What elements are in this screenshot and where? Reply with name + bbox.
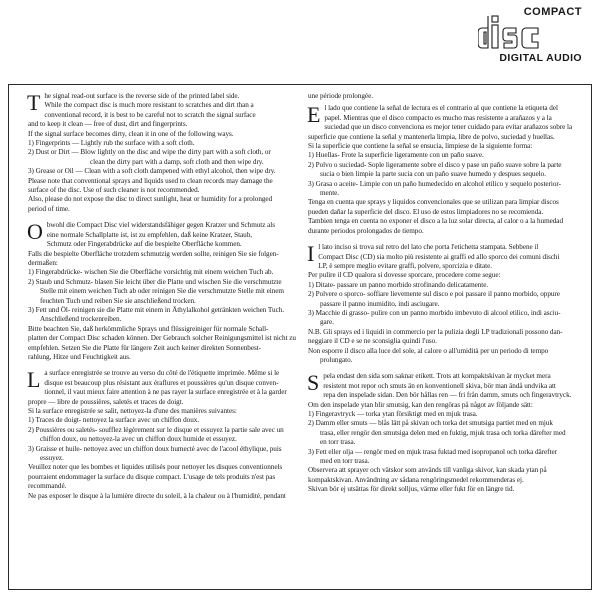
it-line: 3) Macchie di grasso- pulire con un panno morbido imbevuto di alcool etilico, indi asciu- — [308, 308, 561, 317]
de-line: eine normale Schallplatte ist, ist zu empfehlen, daß keine Kratzer, Staub, — [46, 230, 253, 239]
sv-line: med en torr trasa. — [320, 457, 370, 466]
swedish-drop-cap: S — [307, 370, 320, 396]
it-line: 1) Ditate- passare un panno morbido strofinando delicatamente. — [308, 280, 489, 289]
de-line: Bitte beachten Sie, daß herkömmliche Sprays und flüssigreiniger für normale Schall- — [28, 324, 269, 333]
english-section — [28, 92, 302, 214]
fr-line: propre — libre de poussières, saletés et traces de doigt. — [28, 397, 184, 406]
spanish-drop-cap: E — [307, 102, 321, 128]
italian-drop-cap: I — [307, 241, 315, 267]
en-line: 2) Dust or Dirt — Blow lightly on the disc and wipe the dirty part with a soft cloth, or — [28, 148, 271, 157]
en-line: period of time. — [28, 204, 70, 213]
es-line: suciedad que un disco convenciona es mejor tener cuidado para evitar arañazos sobre la — [324, 123, 573, 132]
logo-digital-audio-text: DIGITAL AUDIO — [499, 52, 582, 64]
english-drop-cap: T — [27, 90, 41, 115]
sv-line: trasa, eller rengör den smutsiga delen med en fuktig, mjuk trasa och torka därefter med — [320, 428, 566, 437]
fr-line: 1) Traces de doigt- nettoyez la surface avec un chiffon doux. — [28, 416, 200, 425]
fr-line: Si la surface enregistrée se salit, nettoyez-la d'une des manières suivantes: — [28, 407, 237, 415]
sv-line: kompaktskivan. Användning av sådana rengöringsmedel rekommenderas ej. — [308, 475, 524, 484]
fr-line: 2) Poussières ou saletés- soufflez légèrement sur le disque et essuyez la partie sale avec un — [28, 425, 284, 434]
de-line: empfehlen. Setzen Sie die Platte für längere Zeit auch keiner direkten Sonnenbest- — [28, 343, 262, 352]
de-line: Falls die bespielte Oberfläche trotzdem schmutzig werden sollte, reinigen Sie sie folgen- — [28, 249, 279, 258]
it-line: N.B. Gli sprays ed i liquidi in commercio per la pulizia degli LP tradizionali possono dan- — [308, 327, 563, 336]
left-column — [28, 92, 302, 501]
french-section — [28, 369, 302, 501]
en-line: Also, please do not expose the disc to direct sunlight, heat or humidity for a prolonged — [28, 195, 273, 204]
de-line: bwohl die Compact Disc viel widerstandsfähiger gegen Kratzer und Schmutz als — [46, 221, 275, 230]
es-line: durante periodos prolongados de tiempo. — [308, 226, 424, 235]
en-line: surface of the disc. Use of such cleaner is not recommended. — [28, 186, 200, 195]
en-line: he signal read-out surface is the reverse side of the printed label side. — [44, 92, 240, 100]
de-line: 1) Fingerabdrücke- wischen Sie die Oberfläche vorsichtig mit einem weichen Tuch ab. — [28, 268, 274, 277]
fr-line: chiffon doux, ou nettoyez-la avec un chiffon doux humide et essuyez. — [40, 435, 237, 444]
it-line: Per pulire il CD qualora si dovesse sporcare, procedere come segue: — [308, 271, 501, 280]
it-line: neggiare il CD e se ne sconsiglia quindi l'uso. — [308, 337, 437, 346]
compact-disc-logo — [472, 6, 582, 68]
en-line: While the compact disc is much more resistant to scratches and dirt than a — [44, 101, 254, 110]
de-line: 2) Staub und Schmutz- blasen Sie leicht über die Platte und wischen Sie die verschmutzte — [28, 277, 282, 286]
de-line: platten der Compact Disc schaden können. Der Gebrauch solcher Reinigungsmittel ist nicht zu — [28, 334, 296, 343]
fr-line: recommandé. — [28, 482, 67, 491]
it-line: Non esporre il disco alla luce del sole, al calore o all'umidità per un periodo di tempo — [308, 346, 549, 355]
es-line: papel. Mientras que el disco compacto es mucho mas resistente a arañazos y a la — [324, 113, 552, 122]
sv-line: repa den inspelade sidan. Den bör hållas ren — fri från damm, smuts och fingeravtryck. — [323, 391, 572, 400]
sv-line: pela endast den sida som saknar etikett. Trots att kompaktskivan är mycket mera — [323, 372, 551, 381]
de-line: Stelle mit einem weichen Tuch ab oder reinigen Sie die verschmutzte Stelle mit einem — [40, 287, 284, 296]
sv-line: 2) Damm eller smuts — blås lätt på skivan och torka det smutsiga partiet med en mjuk — [308, 419, 553, 428]
right-column — [308, 92, 584, 495]
it-line: LP, è sempre meglio evitare graffi, polvere, sporcizia e ditate. — [318, 261, 492, 270]
es-line: l lado que contiene la señal de lectura es el contrario al que contiene la etiqueta del — [324, 104, 558, 113]
fr-line: tionnel, il vaut mieux faire attention à ne pas rayer la surface enregistrée et à la garder — [44, 388, 287, 397]
es-line: 1) Huellas- Frote la superficie ligeramente con un paño suave. — [308, 151, 484, 160]
fr-line: 3) Graisse et huile- nettoyez avec un chiffon doux humecté avec de l'acool éthylique, puis — [28, 444, 282, 453]
en-line: clean the dirty part with a damp, soft cloth and then wipe dry. — [90, 157, 264, 166]
es-line: Tenga en cuenta que sprays y liquidos convencionales que se utilizan para limpiar discos — [308, 198, 559, 207]
logo-disc-wordmark — [478, 12, 548, 52]
de-line: feuchten Tuch und reiben Sie sie anschließend trocken. — [40, 296, 196, 305]
sv-line: 1) Fingeravtryck — torka ytan försiktigt med en mjuk trasa. — [308, 410, 478, 418]
de-line: dermaßen: — [28, 258, 58, 267]
german-drop-cap: O — [27, 219, 43, 245]
it-line: prolungato. — [320, 355, 353, 364]
it-line: l lato inciso si trova sul retro del lato che porta l'etichetta stampata. Sebbene il — [318, 243, 539, 252]
sv-line: en torr trasa. — [320, 438, 356, 447]
swedish-section — [308, 372, 584, 494]
de-line: Schmutz oder Fingerabdrücke auf die bespielte Oberfläche kommen. — [46, 240, 242, 249]
en-line: Please note that conventional sprays and liquids used to clean records may damage the — [28, 176, 273, 185]
es-line: sucia o bien limpie la parte sucia con un paño suave humedo y despues sequelo. — [320, 170, 546, 179]
en-line: 1) Fingerprints — Lightly rub the surface with a soft cloth. — [28, 139, 195, 148]
sv-line: resistent mot repor och smuts än en konventionell skiva, bör man ändå undvika att — [323, 381, 556, 390]
spanish-section — [308, 104, 584, 236]
de-line: 3) Fett und Öl- reinigen sie die Platte mit einem in Äthylalkohol getränkten weichen Tuch. — [28, 305, 284, 314]
de-line: rahlung, Hitze und Feuchtigkeit aus. — [28, 352, 131, 361]
fr-line: pourraient endommager la surface du disque compact. L'usage de tels produits n'est pas — [28, 472, 276, 481]
es-line: pueden dañar la superficie del disco. El uso de estos limpiadores no se recomienda. — [308, 207, 544, 216]
italian-section — [308, 243, 584, 365]
fr-line: Veuillez noter que les bombes et liquides utilisés pour nettoyer les disques conventionnels — [28, 463, 283, 472]
sv-line: Observera att sprayer och vätskor som används till vanliga skivor, kan skada ytan på — [308, 466, 547, 475]
en-line: and to keep it clean — free of dust, dirt and fingerprints. — [28, 120, 188, 129]
de-line: Anschließend trockenreiben. — [40, 315, 122, 324]
logo-compact-text: COMPACT — [523, 6, 582, 18]
en-line: conventional record, it is best to be careful not to scratch the signal surface — [44, 110, 256, 119]
it-line: gare. — [320, 318, 334, 327]
fr-line: disque est beaucoup plus résistant aux éraflures et poussières qu'un disque conven- — [44, 378, 279, 387]
es-line: mente. — [320, 189, 340, 198]
en-line: If the signal surface becomes dirty, clean it in one of the following ways. — [28, 129, 234, 138]
it-line: passare il panno inumidito, indi asciugare. — [320, 299, 440, 308]
es-line: 2) Polvo o suciedad- Sople ligeramente sobre el disco y pase un paño suave sobre la parte — [308, 160, 562, 169]
es-line: 3) Grasa o aceite- Limpie con un paño humedecido en alcohol etilico y sequelo posterior- — [308, 179, 561, 188]
sv-line: Skivan bör ej utsättas för direkt solljus, värme eller fukt för en längre tid. — [308, 485, 515, 494]
french-drop-cap: L — [27, 367, 41, 393]
fr-line: essuyez. — [40, 454, 64, 463]
fr-line: a surface enregistrée se trouve au verso du côté de l'étiquette imprimée. Même si le — [44, 369, 280, 378]
it-line: Compact Disc (CD) sia molto più resistente ai graffi ed allo sporco dei comuni dischi — [318, 252, 560, 261]
sv-line: Om den inspelade ytan blir smutsig, kan den rengöras på något av följande sätt: — [308, 400, 533, 409]
es-line: Si la superficie que contiene la señal se ensucia, limpiese de la siguiente forma: — [308, 142, 533, 151]
fr-continuation: une période prolongée. — [308, 92, 373, 100]
it-line: 2) Polvere o sporco- soffiare lievemente sul disco e poi passare il panno morbido, oppure — [308, 290, 560, 299]
es-line: superficie que contiene la señal y mantenerla limpia, libre de polvo, suciedad y huellas. — [308, 132, 555, 141]
sv-line: 3) Fett eller olja — rengör med en mjuk trasa fuktad med isopropanol och torka därefter — [308, 447, 557, 456]
en-line: 3) Grease or Oil — Clean with a soft cloth dampened with ethyl alcohol, then wipe dry. — [28, 167, 276, 176]
fr-line: Ne pas exposer le disque à la lumière directe du soleil, à la chaleur ou à l'humidité, pendant — [28, 491, 286, 500]
german-section — [28, 221, 302, 362]
es-line: Tambien tenga en cuenta no exponer el disco a la luz solar directa, al calor o a la humedad — [308, 217, 563, 226]
